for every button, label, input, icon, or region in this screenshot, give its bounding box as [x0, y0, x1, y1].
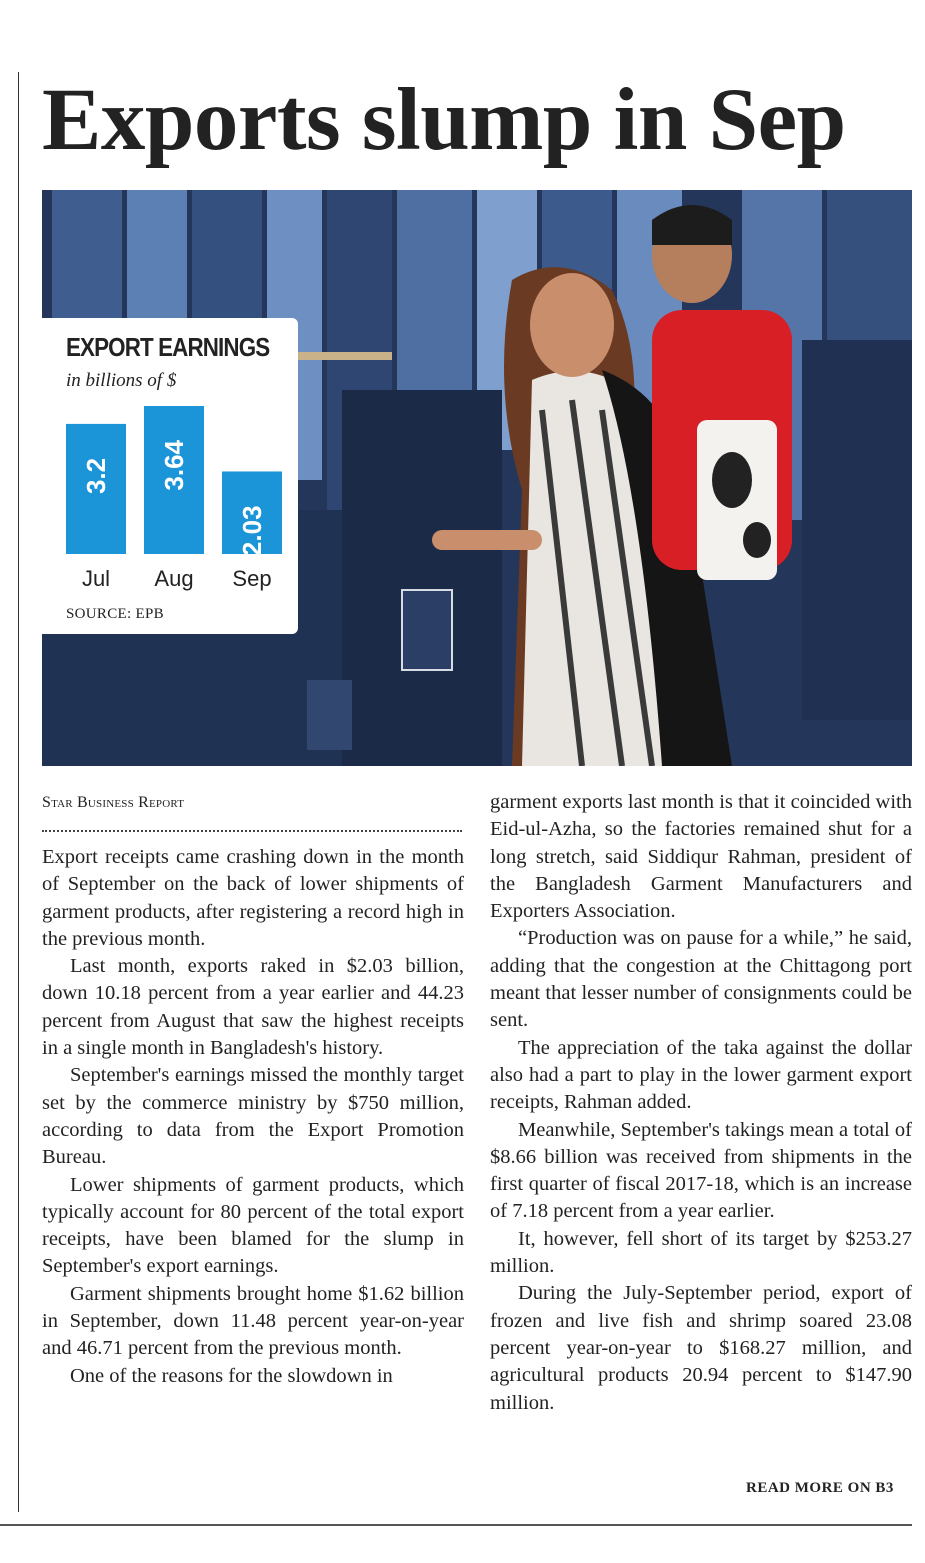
byline-dotted-rule	[42, 820, 462, 832]
bar-chart-plot	[42, 318, 298, 634]
byline: Star Business Report	[42, 794, 185, 811]
column-rule	[18, 72, 19, 1512]
article-paragraph: Last month, exports raked in $2.03 billion, down 10.18 percent from a year earlier and 44.23 percent from August that saw the highest receipts in a single month in Bangladesh's history.	[42, 955, 464, 1060]
article-column-2	[490, 789, 912, 1417]
article-column-1	[42, 844, 464, 1390]
article-paragraph: It, however, fell short of its target by $253.27 million.	[490, 1227, 912, 1278]
article-paragraph: The appreciation of the taka against the dollar also had a part to play in the lower garment export receipts, Rahman added.	[490, 1036, 912, 1114]
article-paragraph: Export receipts came crashing down in the month of September on the back of lower shipments of garment products, after registering a record high in the previous month.	[42, 846, 464, 950]
headline: Exports slump in Sep	[42, 71, 846, 169]
category-label: Sep	[232, 566, 272, 591]
chart-source: SOURCE: EPB	[66, 606, 164, 622]
chart-title: EXPORT EARNINGS	[66, 332, 270, 362]
chart-subtitle: in billions of $	[66, 370, 177, 391]
article-paragraph: Garment shipments brought home $1.62 billion in September, down 11.48 percent year-on-year and 46.71 percent from the previous month.	[42, 1282, 464, 1360]
bar-value-label: 2.03	[237, 505, 267, 557]
category-label: Aug	[154, 566, 194, 591]
article-paragraph: garment exports last month is that it coincided with Eid-ul-Azha, so the factories remained shut for a long stretch, said Siddiqur Rahman, president of the Bangladesh Garment Manufacturers and Exporters Association.	[490, 791, 912, 923]
article-paragraph: During the July-September period, export of frozen and live fish and shrimp soared 23.08 percent year-on-year to $168.27 million, and agricultural products 20.94 percent to $147.90 million.	[490, 1282, 912, 1414]
article-paragraph: One of the reasons for the slowdown in	[70, 1364, 393, 1387]
article-paragraph: “Production was on pause for a while,” he said, adding that the congestion at the Chittagong port meant that lesser number of consignments could be sent.	[490, 927, 912, 1032]
export-earnings-chart	[42, 318, 298, 634]
bar-value-label: 3.64	[159, 440, 189, 491]
category-label: Jul	[81, 566, 111, 591]
article-paragraph: Lower shipments of garment products, which typically account for 80 percent of the total export receipts, have been blamed for the slump in September's export earnings.	[42, 1173, 464, 1278]
bar-value-label: 3.2	[81, 457, 111, 495]
article-paragraph: Meanwhile, September's takings mean a total of $8.66 billion was received from shipments in the first quarter of fiscal 2017-18, which is an increase of 7.18 percent from a year earlier.	[490, 1118, 912, 1223]
read-more-link[interactable]: READ MORE ON B3	[746, 1480, 894, 1496]
bottom-rule	[0, 1524, 912, 1526]
article-paragraph: September's earnings missed the monthly target set by the commerce ministry by $750 million, according to data from the Export Promotion Bureau.	[42, 1064, 464, 1169]
